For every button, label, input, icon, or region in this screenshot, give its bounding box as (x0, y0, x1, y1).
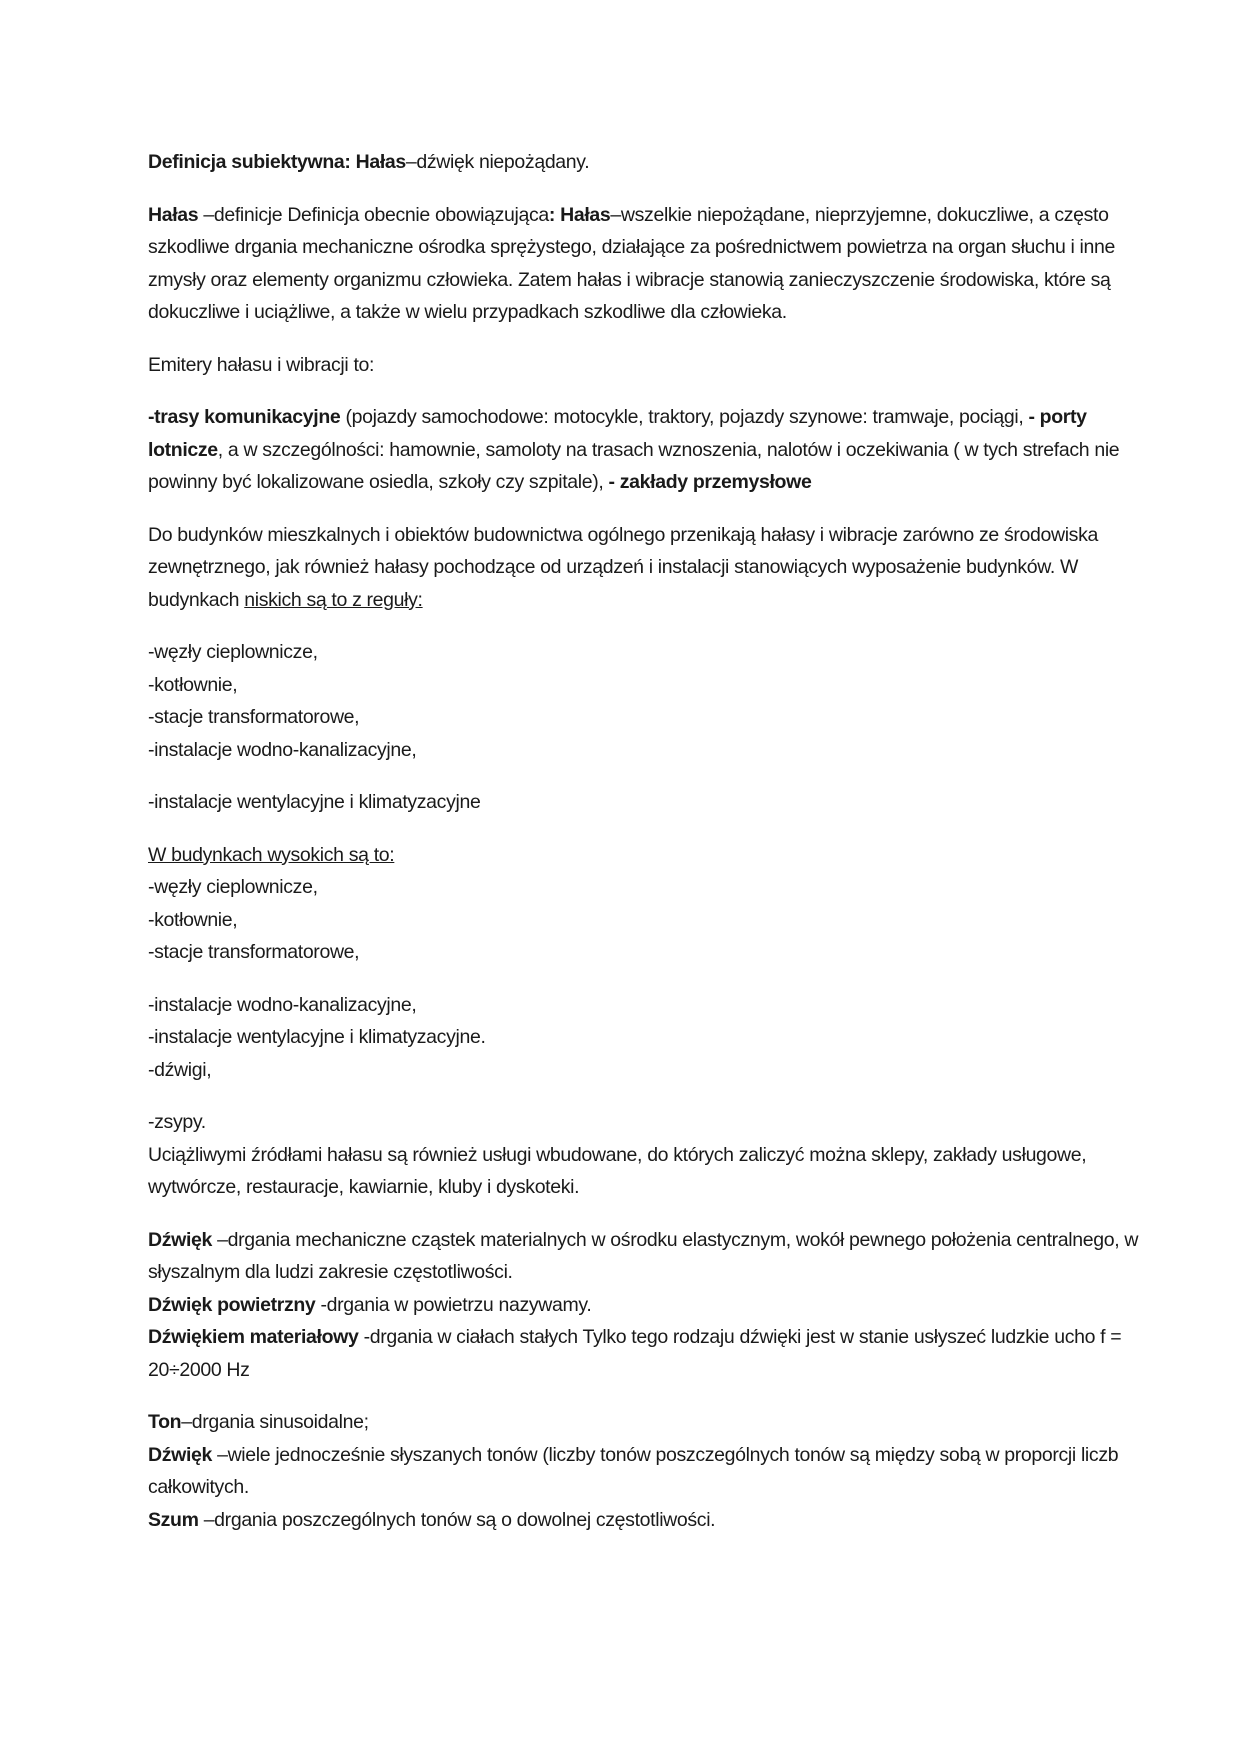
definition-line (148, 1321, 1140, 1386)
bold-term: Szum (148, 1508, 204, 1531)
bold-term: Hałas (560, 203, 611, 226)
list-item: -instalacje wentylacyjne i klimatyzacyjne (148, 791, 481, 813)
bold-term: Ton (148, 1411, 182, 1433)
high-buildings-heading: W budynkach wysokich są to: (148, 843, 395, 866)
definition-line (148, 1224, 1140, 1289)
definition-subjective (148, 146, 1140, 179)
text: -drgania w ciałach stałych Tylko tego rodzaju dźwięki jest w stanie usłyszeć ludzkie ucho f = 20÷2000 Hz (148, 1326, 1122, 1381)
text: Uciążliwymi źródłami hałasu są również usługi wbudowane, do których zaliczyć można sklepy, zakłady usługowe, wytwórcze, restauracje, kawiarnie, kluby i dyskoteki. (148, 1143, 1087, 1198)
definition-line (148, 1504, 1140, 1537)
emitters-heading: Emitery hałasu i wibracji to: (148, 353, 375, 376)
list-item: -węzły cieplownicze, (148, 641, 318, 663)
definition-current (148, 199, 1140, 329)
bold-term: - zakłady przemysłowe (608, 471, 812, 493)
text: -drgania w powietrzu nazywamy. (315, 1293, 592, 1316)
definition-line (148, 1406, 1140, 1439)
list-item: -kotłownie, (148, 673, 238, 696)
tone-definitions (148, 1406, 1140, 1536)
list-item: -węzły cieplownicze, (148, 876, 318, 898)
sound-definitions (148, 1224, 1140, 1387)
text: , a w szczególności: hamownie, samoloty na trasach wznoszenia, nalotów i oczekiwania ( w tych strefach nie powinny być lokalizowane osiedla, szkoły czy szpitale), (148, 438, 1120, 493)
buildings-paragraph (148, 519, 1140, 617)
bold-label: Definicja subiektywna: (148, 151, 356, 173)
definition-line (148, 1289, 1140, 1322)
text: (pojazdy samochodowe: motocykle, traktory, pojazdy szynowe: tramwaje, pociągi, (340, 406, 1029, 428)
high-buildings-list-continued (148, 989, 1140, 1087)
text: –wszelkie niepożądane, nieprzyjemne, dokuczliwe, a często szkodliwe drgania mechaniczne ośrodka sprężystego, działające za pośrednictwem powietrza na organ słuchu i inne zmysły oraz elementy organizmu człowieka. Zatem hałas i wibracje stanowią zanieczyszczenie środowiska, które są dokuczliwe i uciążliwe, a także w wielu przypadkach szkodliwe dla człowieka. (148, 203, 1116, 323)
list-item: -instalacje wentylacyjne i klimatyzacyjne. (148, 1026, 486, 1048)
text: Do budynków mieszkalnych i obiektów budownictwa ogólnego przenikają hałasy i wibracje zarówno ze środowiska zewnętrznego, jak również hałasy pochodzące od urządzeń i instalacji stanowiących wyposażenie budynków. W budynkach (148, 523, 1098, 611)
bold-term: Hałas (355, 151, 406, 173)
definition-line (148, 1439, 1140, 1504)
list-item: -kotłownie, (148, 908, 238, 931)
bold-term: - porty lotnicze (148, 406, 1087, 461)
bold-term: Dźwięk (148, 1228, 218, 1251)
text: –definicje Definicja obecnie obowiązująca (203, 203, 549, 226)
bold-term: Dźwięk powietrzny (148, 1293, 316, 1316)
list-item: -stacje transformatorowe, (148, 706, 360, 728)
list-item: -dźwigi, (148, 1058, 212, 1081)
bold-colon: : (548, 203, 561, 226)
bold-term: Dźwiękiem materiałowy (148, 1326, 359, 1348)
services-paragraph (148, 1106, 1140, 1204)
list-item: -stacje transformatorowe, (148, 941, 360, 963)
text: –drgania sinusoidalne; (181, 1411, 369, 1433)
underlined-text: niskich są to z reguły: (244, 588, 423, 611)
low-buildings-list (148, 636, 1140, 766)
text: –drgania poszczególnych tonów są o dowolnej częstotliwości. (203, 1508, 716, 1531)
bold-term: -trasy komunikacyjne (148, 406, 341, 428)
bold-term: Hałas (148, 203, 204, 226)
text: –drgania mechaniczne cząstek materialnych w ośrodku elastycznym, wokół pewnego położenia centralnego, w słyszalnym dla ludzi zakresie częstotliwości. (148, 1228, 1139, 1283)
emitters-paragraph (148, 401, 1140, 499)
list-item: -instalacje wodno-kanalizacyjne, (148, 993, 417, 1016)
list-item: -instalacje wodno-kanalizacyjne, (148, 738, 417, 761)
list-item: -zsypy. (148, 1111, 206, 1133)
high-buildings-list (148, 839, 1140, 969)
bold-term: Dźwięk (148, 1443, 218, 1466)
text: –dźwięk niepożądany. (405, 151, 590, 173)
text: –wiele jednocześnie słyszanych tonów (liczby tonów poszczególnych tonów są między sobą w proporcji liczb całkowitych. (148, 1443, 1119, 1498)
